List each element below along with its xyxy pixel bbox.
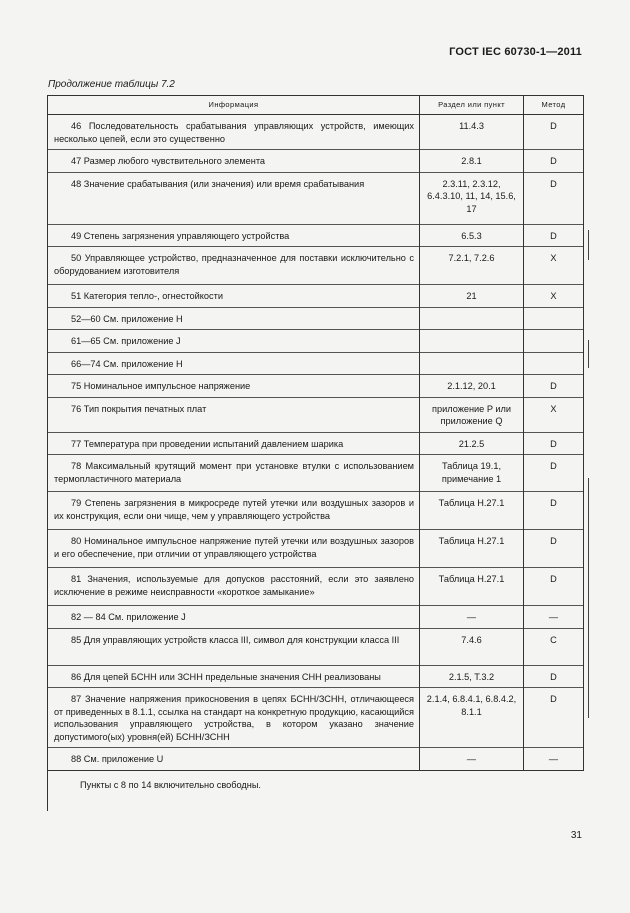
cell-method: X [524,397,584,432]
cell-section: 11.4.3 [420,115,524,150]
table-header-row [48,96,584,115]
cell-info [48,285,420,308]
cell-info [48,172,420,224]
footnote-row [48,770,584,811]
cell-section: 2.1.5, T.3.2 [420,665,524,688]
table-row [48,247,584,285]
cell-section: 6.5.3 [420,224,524,247]
cell-method [524,330,584,353]
cell-method: D [524,530,584,568]
cell-section: — [420,606,524,629]
cell-method: D [524,172,584,224]
item-text: 76 Тип покрытия печатных плат [71,403,207,414]
cell-method: D [524,665,584,688]
column-header-info: Информация [48,96,420,115]
item-text: 48 Значение срабатывания (или значения) или время срабатывания [71,178,365,189]
item-text: 82 — 84 См. приложение J [71,612,186,622]
cell-info [48,375,420,398]
cell-info [48,688,420,748]
table-row [48,150,584,173]
column-header-section: Раздел или пункт [420,96,524,115]
table-row [48,224,584,247]
cell-method: X [524,285,584,308]
marking-table [47,95,584,811]
item-text: 50 Управляющее устройство, предназначенное для поставки исключительно с оборудованием изготовителя [54,253,414,276]
table-row [48,628,584,665]
cell-method: D [524,688,584,748]
item-text: 85 Для управляющих устройств класса III, символ для конструкции класса III [71,634,400,645]
item-text: 80 Номинальное импульсное напряжение путей утечки или воздушных зазоров и его обеспечение, при отличии от управляющего устройства [54,536,414,559]
cell-info [48,606,420,629]
table-row [48,352,584,375]
revision-bar [588,340,589,368]
column-header-method: Метод [524,96,584,115]
cell-info [48,432,420,455]
item-text: 78 Максимальный крутящий момент при установке втулки с использованием термопластичного материала [54,461,414,484]
item-text: 51 Категория тепло-, огнестойкости [71,291,223,301]
cell-method: D [524,492,584,530]
table-row [48,115,584,150]
cell-section: — [420,748,524,771]
cell-method: D [524,115,584,150]
cell-section: 7.4.6 [420,628,524,665]
cell-info [48,665,420,688]
cell-section: 21 [420,285,524,308]
cell-info [48,247,420,285]
item-text: 66—74 См. приложение H [71,358,183,369]
item-text: 46 Последовательность срабатывания управляющих устройств, имеющих несколько цепей, если это существенно [54,121,414,144]
item-text: 81 Значения, используемые для допусков расстояний, если это заявлено исключение в режиме неисправности «короткое замыкание» [54,574,414,597]
item-text: 86 Для цепей БСНН или ЗСНН предельные значения СНН реализованы [71,671,381,682]
table-row [48,568,584,606]
cell-method: D [524,375,584,398]
table-row [48,172,584,224]
cell-section: 2.8.1 [420,150,524,173]
cell-section [420,352,524,375]
table-row [48,606,584,629]
table-caption: Продолжение таблицы 7.2 [48,79,175,90]
cell-method: C [524,628,584,665]
cell-section: Таблица H.27.1 [420,530,524,568]
cell-info [48,224,420,247]
table-row [48,432,584,455]
cell-info [48,748,420,771]
item-text: 49 Степень загрязнения управляющего устройства [71,230,290,241]
cell-info [48,492,420,530]
cell-info [48,330,420,353]
cell-info [48,455,420,492]
item-text: 52—60 См. приложение H [71,313,183,324]
table-row [48,375,584,398]
cell-method: D [524,224,584,247]
revision-bar [588,230,589,260]
cell-section: Таблица H.27.1 [420,568,524,606]
cell-section: Таблица 19.1, примечание 1 [420,455,524,492]
cell-info [48,352,420,375]
cell-method: X [524,247,584,285]
table-row [48,688,584,748]
cell-method: D [524,455,584,492]
cell-section: 2.3.11, 2.3.12, 6.4.3.10, 11, 14, 15.6, 17 [420,172,524,224]
cell-info [48,115,420,150]
cell-section: 7.2.1, 7.2.6 [420,247,524,285]
cell-section: 21.2.5 [420,432,524,455]
item-text: 79 Степень загрязнения в микросреде путей утечки или воздушных зазоров и их конструкция, если они чище, чем у управляющего устройства [54,498,414,521]
cell-info [48,530,420,568]
table-row [48,330,584,353]
cell-info [48,568,420,606]
cell-method: — [524,748,584,771]
item-text: 88 См. приложение U [71,754,164,764]
table-row [48,307,584,330]
cell-section [420,330,524,353]
table-row [48,530,584,568]
table-row [48,455,584,492]
table-footnote: Пункты с 8 по 14 включительно свободны. [48,770,584,811]
cell-section: приложение P или приложение Q [420,397,524,432]
item-text: 47 Размер любого чувствительного элемента [71,156,266,166]
page-number: 31 [570,830,582,841]
cell-section: Таблица H.27.1 [420,492,524,530]
cell-info [48,397,420,432]
cell-info [48,150,420,173]
table-row [48,397,584,432]
cell-section: 2.1.12, 20.1 [420,375,524,398]
table-row [48,285,584,308]
cell-section [420,307,524,330]
table-row [48,748,584,771]
item-text: 75 Номинальное импульсное напряжение [71,381,251,391]
revision-bar [588,478,589,718]
cell-method: D [524,150,584,173]
item-text: 61—65 См. приложение J [71,336,181,346]
cell-info [48,307,420,330]
cell-method: D [524,568,584,606]
cell-method: — [524,606,584,629]
cell-method [524,307,584,330]
cell-method: D [524,432,584,455]
cell-info [48,628,420,665]
table-row [48,492,584,530]
cell-method [524,352,584,375]
item-text: 87 Значение напряжения прикосновения в цепях БСНН/ЗСНН, отличающееся от приведенных в 8.1.1, ссылка на стандарт на конкретную продукцию, касающийся использования управляющего устройства, в котором указано значение допустимого(ых) уровня(ей) БСНН/ЗСНН [54,694,414,742]
standard-designation: ГОСТ IEC 60730-1—2011 [449,46,582,58]
cell-section: 2.1.4, 6.8.4.1, 6.8.4.2, 8.1.1 [420,688,524,748]
table-row [48,665,584,688]
item-text: 77 Температура при проведении испытаний давлением шарика [71,438,344,449]
